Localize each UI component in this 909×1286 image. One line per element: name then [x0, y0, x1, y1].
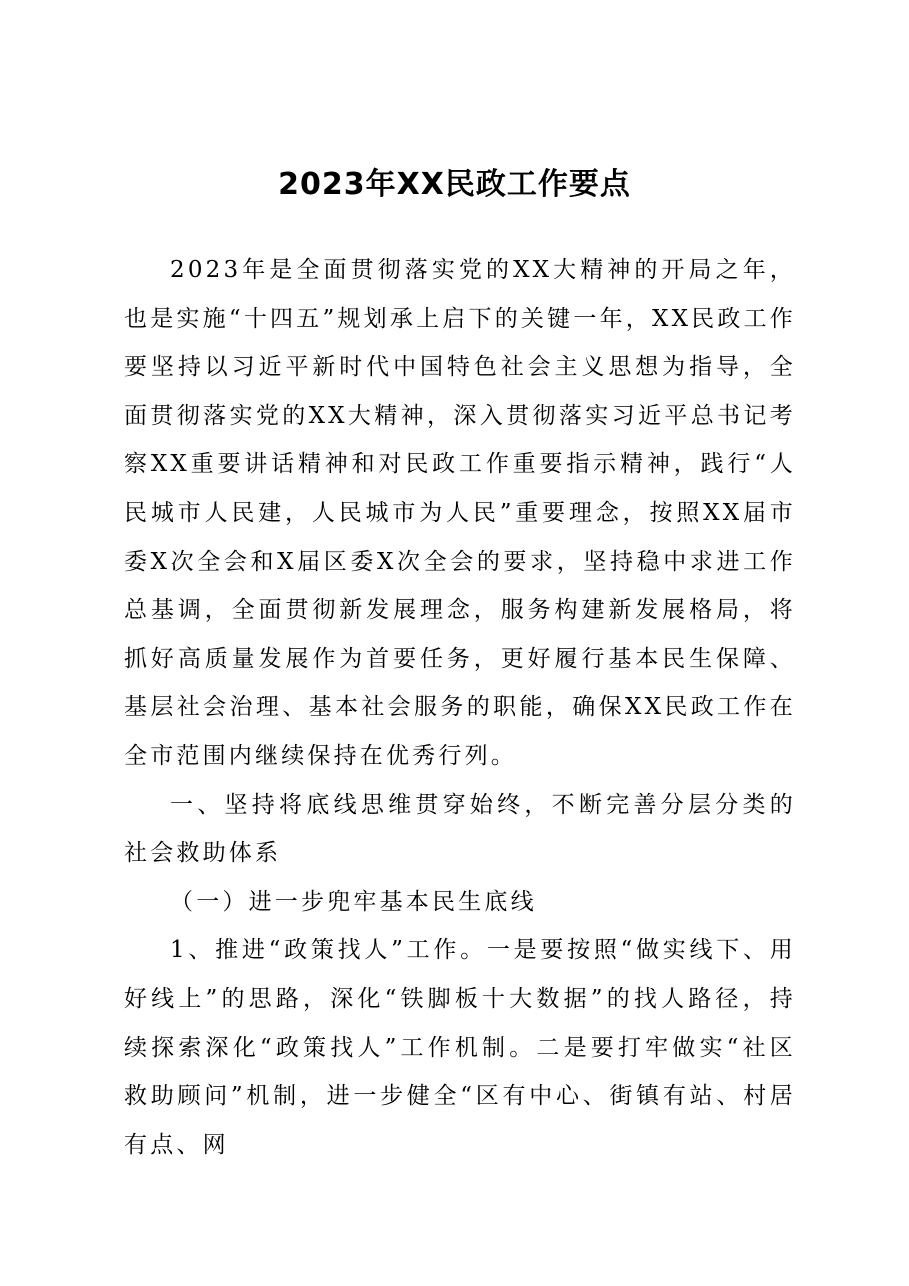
document-body	[124, 246, 796, 1169]
document-title: 2023年XX民政工作要点	[278, 167, 631, 202]
item-paragraph-1: 1、推进“政策找人”工作。一是要按照“做实线下、用好线上”的思路，深化“铁脚板十大数据”的找人路径，持续探索深化“政策找人”工作机制。二是要打牢做实“社区救助顾问”机制，进一步健全“区有中心、街镇有站、村居有点、网	[124, 937, 796, 1158]
intro-paragraph: 2023年是全面贯彻落实党的XX大精神的开局之年，也是实施“十四五”规划承上启下的关键一年，XX民政工作要坚持以习近平新时代中国特色社会主义思想为指导，全面贯彻落实党的XX大精神，深入贯彻落实习近平总书记考察XX重要讲话精神和对民政工作重要指示精神，践行“人民城市人民建，人民城市为人民”重要理念，按照XX届市委X次全会和X届区委X次全会的要求，坚持稳中求进工作总基调，全面贯彻新发展理念，服务构建新发展格局，将抓好高质量发展作为首要任务，更好履行基本民生保障、基层社会治理、基本社会服务的职能，确保XX民政工作在全市范围内继续保持在优秀行列。	[124, 257, 796, 769]
section-heading-1: 一、坚持将底线思维贯穿始终，不断完善分层分类的社会救助体系	[124, 791, 796, 867]
subsection-heading-1: （一）进一步兜牢基本民生底线	[170, 888, 537, 915]
